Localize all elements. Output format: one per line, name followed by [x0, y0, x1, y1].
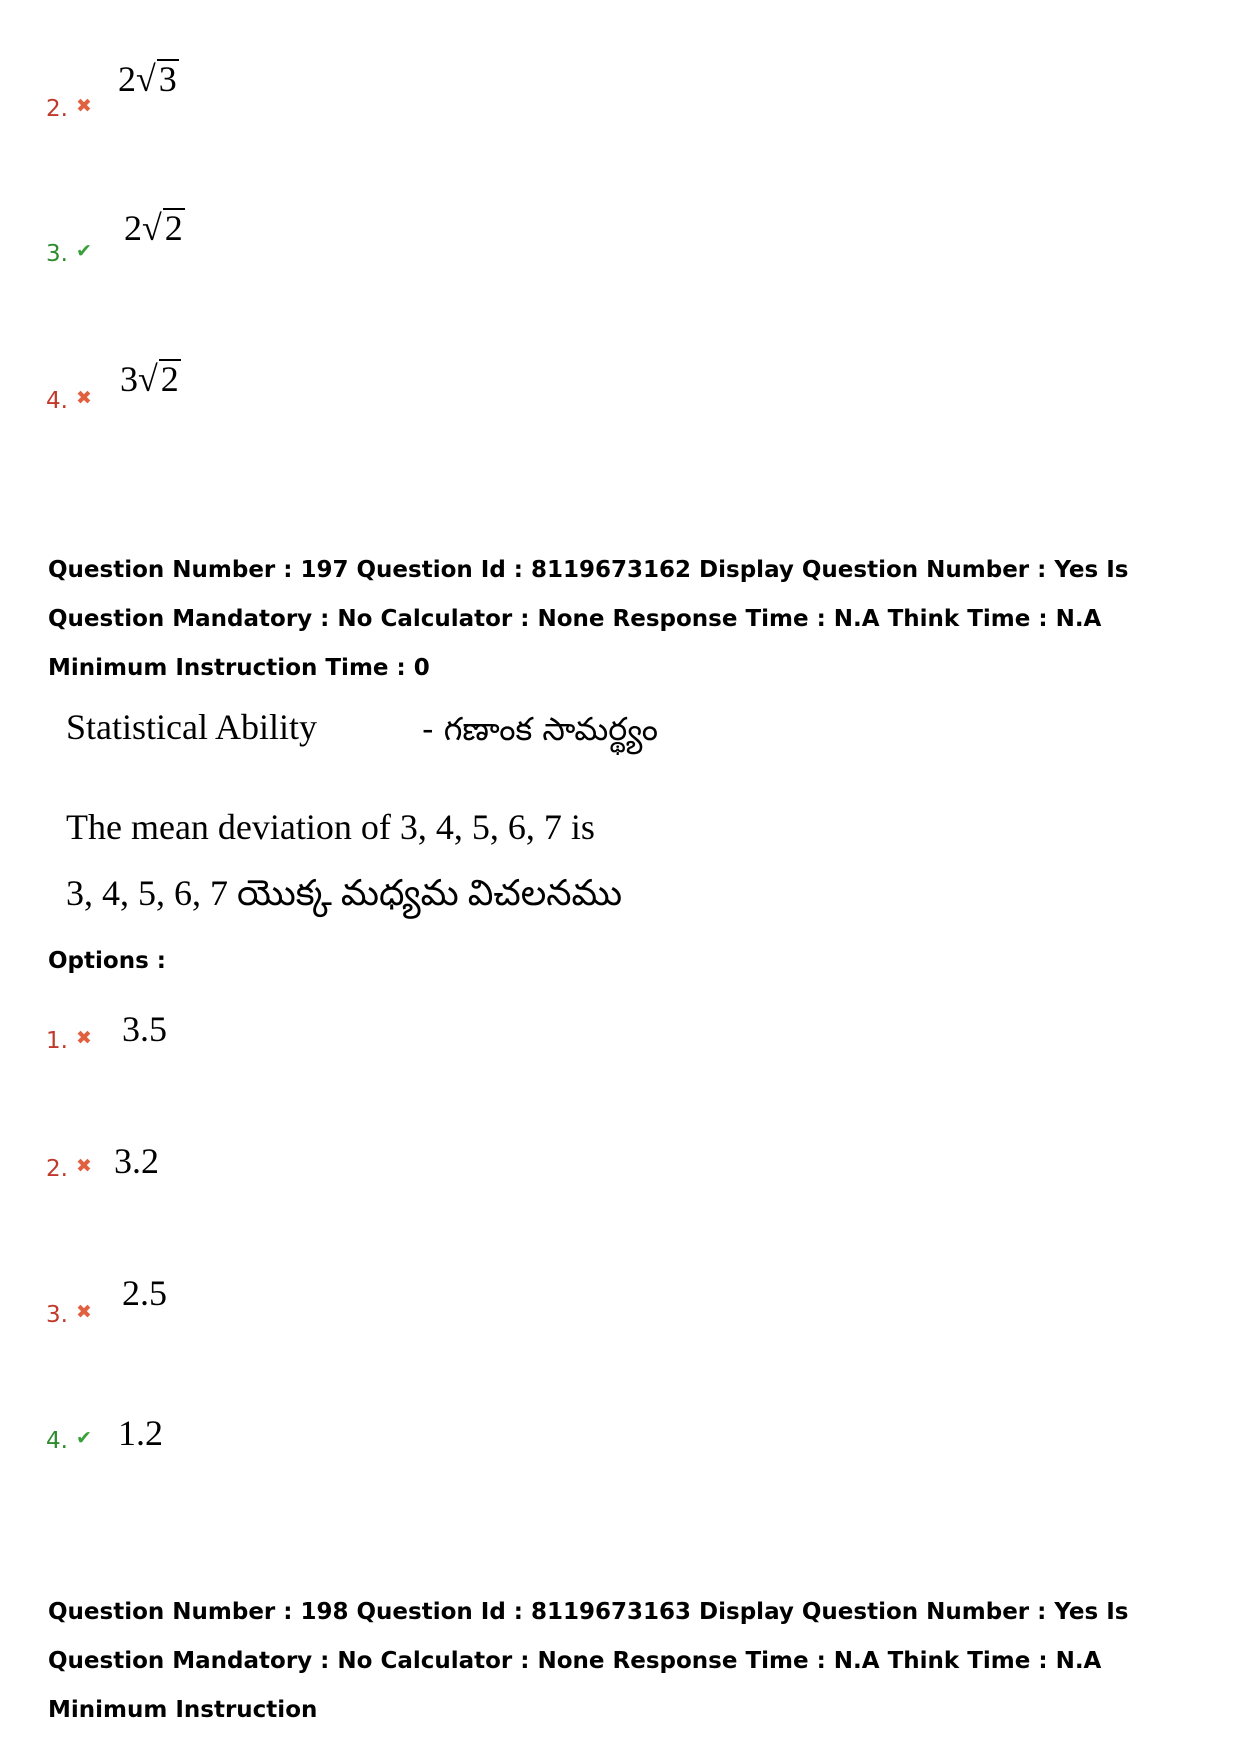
wrong-mark-icon: ✖	[76, 1027, 92, 1049]
wrong-mark-icon: ✖	[76, 1155, 92, 1177]
question-telugu: 3, 4, 5, 6, 7 యొక్క మధ్యమ విచలనము	[66, 873, 623, 913]
coefficient: 2	[118, 59, 136, 99]
option-value: 1.2	[118, 1413, 163, 1453]
coefficient: 2	[124, 208, 142, 248]
option-number: 4.	[46, 1428, 68, 1454]
correct-mark-icon: ✔	[76, 240, 92, 262]
question-197-meta: Question Number : 197 Question Id : 8119673162 Display Question Number : Yes Is Question Mandatory : No Calculator : None Response Time : N.A Think Time : N.A Minimum Instruction Time : 0	[48, 557, 1129, 681]
radicand: 2	[164, 208, 183, 248]
q197-option-4	[46, 1412, 346, 1472]
correct-mark-icon: ✔	[76, 1427, 92, 1449]
option-number: 2.	[46, 1156, 68, 1182]
question-english: The mean deviation of 3, 4, 5, 6, 7 is	[66, 807, 595, 847]
radical-icon: √	[138, 359, 158, 399]
wrong-mark-icon: ✖	[76, 1301, 92, 1323]
radical-icon: √	[136, 59, 156, 99]
option-number: 4.	[46, 388, 68, 414]
option-number: 3.	[46, 1302, 68, 1328]
subject-english: Statistical Ability	[66, 707, 317, 747]
option-number: 1.	[46, 1028, 68, 1054]
q197-option-3	[46, 1272, 346, 1332]
option-value: 3.2	[114, 1141, 159, 1181]
option-value	[118, 58, 179, 100]
prev-option-3	[46, 205, 346, 265]
options-label: Options :	[48, 948, 166, 974]
prev-option-4	[46, 358, 346, 418]
radical-icon: √	[142, 208, 162, 248]
radicand: 2	[160, 359, 179, 399]
radicand: 3	[158, 59, 177, 99]
option-value	[124, 207, 185, 249]
option-value: 3.5	[122, 1009, 167, 1049]
question-198-meta: Question Number : 198 Question Id : 8119673163 Display Question Number : Yes Is Question Mandatory : No Calculator : None Response Time : N.A Think Time : N.A Minimum Instruction	[48, 1599, 1129, 1723]
option-value	[120, 358, 181, 400]
q197-option-2	[46, 1140, 346, 1200]
coefficient: 3	[120, 359, 138, 399]
subject-telugu: - గణాంక సామర్థ్యం	[422, 710, 659, 748]
q197-option-1	[46, 1008, 346, 1068]
option-value: 2.5	[122, 1273, 167, 1313]
option-number: 3.	[46, 241, 68, 267]
wrong-mark-icon: ✖	[76, 387, 92, 409]
prev-option-2	[46, 58, 346, 122]
wrong-mark-icon: ✖	[76, 95, 92, 117]
option-number: 2.	[46, 96, 68, 122]
